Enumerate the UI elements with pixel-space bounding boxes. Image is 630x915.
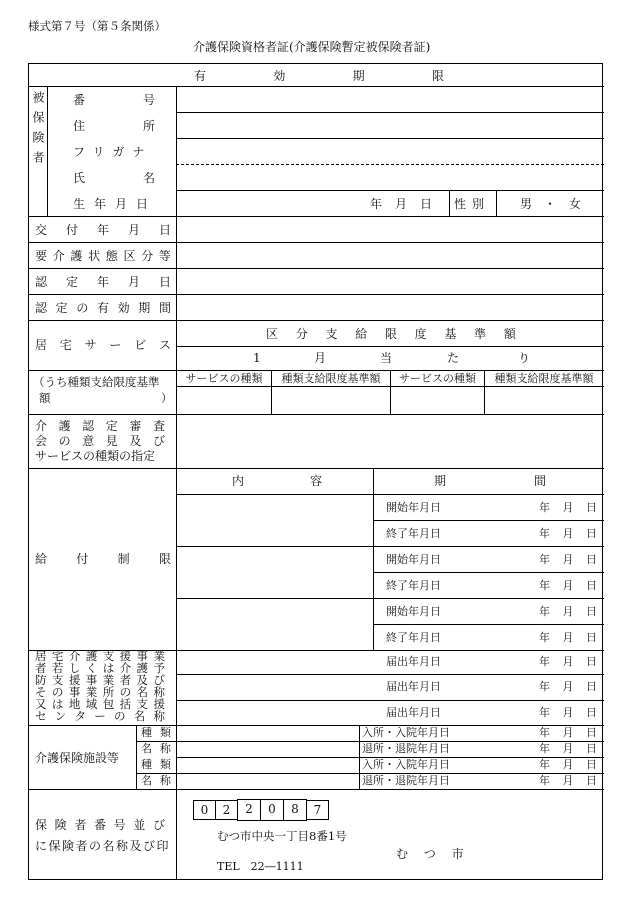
sex-label: 性別 xyxy=(454,197,491,211)
admission-date-label-2: 入所・入院年月日 xyxy=(362,758,450,771)
admission-date-label-1: 入所・入院年月日 xyxy=(362,726,450,739)
birth-date-label: 生年月日 xyxy=(73,197,158,211)
validity-period-header: 有 効 期 限 xyxy=(194,69,444,83)
end-date-label-2: 終了年月日 xyxy=(386,579,441,592)
restriction-period-header: 期 間 xyxy=(434,474,546,488)
insurer-address: むつ市中央一丁目8番1号 xyxy=(217,829,347,843)
notify-date-label-1: 届出年月日 xyxy=(386,655,441,668)
facility-kind-2: 種 類 xyxy=(141,758,171,771)
admission-date-format-1: 年 月 日 xyxy=(539,726,597,739)
per-month-3: 当 xyxy=(380,351,393,365)
start-date-label-2: 開始年月日 xyxy=(386,553,441,566)
birth-year-unit: 年 xyxy=(370,197,383,211)
support-office-label-1: 居 宅 介 護 支 援 事 業 xyxy=(35,649,165,663)
certificate-form xyxy=(28,63,603,880)
notify-date-label-3: 届出年月日 xyxy=(386,706,441,719)
per-month-1: 1 xyxy=(253,351,261,365)
start-date-format-1: 年 月 日 xyxy=(539,501,597,514)
restriction-content-header: 内 容 xyxy=(232,474,322,488)
col-type-limit-2: 種類支給限度基準額 xyxy=(494,372,594,385)
limit-amount-header: 区 分 支 給 限 度 基 準 額 xyxy=(266,327,516,341)
admission-date-format-2: 年 月 日 xyxy=(539,758,597,771)
facility-name-1: 名 称 xyxy=(141,742,171,755)
end-date-label-3: 終了年月日 xyxy=(386,631,441,644)
insurer-digit-5: 8 xyxy=(283,799,307,821)
start-date-label-3: 開始年月日 xyxy=(386,605,441,618)
sex-male: 男 xyxy=(520,197,533,211)
sex-separator: ・ xyxy=(544,197,557,211)
committee-label-line2: 会 の 意 見 及 び xyxy=(35,434,165,448)
insurer-name: む つ 市 xyxy=(396,847,470,861)
insurer-tel: TEL 22―1111 xyxy=(217,860,304,873)
notify-date-format-2: 年 月 日 xyxy=(539,680,597,693)
start-date-label-1: 開始年月日 xyxy=(386,501,441,514)
per-month-2: 月 xyxy=(314,351,327,365)
document-title: 介護保険資格者証(介護保険暫定被保険者証) xyxy=(193,40,431,54)
support-office-label-2: 者 若 し く は 介 護 予 xyxy=(35,661,165,675)
discharge-date-format-1: 年 月 日 xyxy=(539,742,597,755)
start-date-format-3: 年 月 日 xyxy=(539,605,597,618)
insurer-digit-4: 0 xyxy=(260,799,284,821)
insurer-digit-2: 2 xyxy=(215,800,238,820)
form-number: 様式第７号（第５条関係） xyxy=(28,19,166,33)
sex-female: 女 xyxy=(569,197,582,211)
facility-name-2: 名 称 xyxy=(141,774,171,787)
certification-period-label: 認 定 の 有 効 期 間 xyxy=(35,301,171,315)
address-label: 住 所 xyxy=(73,119,155,133)
end-date-label-1: 終了年月日 xyxy=(386,527,441,540)
insurer-digit-1: 0 xyxy=(193,800,216,820)
insurer-label-line1: 保 険 者 番 号 並 び xyxy=(35,818,165,832)
benefit-restriction-label: 給 付 制 限 xyxy=(35,552,171,566)
discharge-date-label-1: 退所・退院年月日 xyxy=(362,742,450,755)
per-month-4: た xyxy=(447,351,460,365)
facility-kind-1: 種 類 xyxy=(141,726,171,739)
committee-label-line3: サービスの種類の指定 xyxy=(35,449,156,463)
support-office-label-5: 又 は 地 域 包 括 支 援 xyxy=(35,697,165,711)
per-month-5: り xyxy=(518,351,531,365)
support-office-label-4: そ の 事 業 所 の 名 称 xyxy=(35,685,165,699)
col-service-type-1: サービスの種類 xyxy=(185,372,263,385)
type-limit-label-line3: ） xyxy=(161,391,173,405)
support-office-label-3: 防 支 援 事 業 者 及 び xyxy=(35,673,165,687)
insurer-label-line2: に保険者の名称及び印 xyxy=(35,839,171,853)
insured-person-label: 被保険者 xyxy=(31,91,45,171)
certification-date-label: 認 定 年 月 日 xyxy=(35,275,171,289)
notify-date-label-2: 届出年月日 xyxy=(386,680,441,693)
end-date-format-2: 年 月 日 xyxy=(539,579,597,592)
discharge-date-label-2: 退所・退院年月日 xyxy=(362,774,450,787)
type-limit-label-line2: 額 xyxy=(39,391,51,405)
start-date-format-2: 年 月 日 xyxy=(539,553,597,566)
home-service-label: 居 宅 サ ー ビ ス xyxy=(35,338,171,352)
notify-date-format-3: 年 月 日 xyxy=(539,706,597,719)
insurer-digit-3: 2 xyxy=(237,799,261,821)
col-service-type-2: サービスの種類 xyxy=(399,372,476,385)
name-label: 氏 名 xyxy=(73,171,155,185)
care-level-label: 要 介 護 状 態 区 分 等 xyxy=(35,249,171,263)
furigana-label: フリガナ xyxy=(73,145,153,159)
birth-day-unit: 日 xyxy=(420,197,433,211)
committee-label-line1: 介 護 認 定 審 査 xyxy=(35,419,165,433)
end-date-format-1: 年 月 日 xyxy=(539,527,597,540)
insurer-digit-6: 7 xyxy=(306,800,329,820)
notify-date-format-1: 年 月 日 xyxy=(539,655,597,668)
facility-label: 介護保険施設等 xyxy=(35,751,120,765)
birth-month-unit: 月 xyxy=(395,197,408,211)
issue-date-label: 交 付 年 月 日 xyxy=(35,223,171,237)
end-date-format-3: 年 月 日 xyxy=(539,631,597,644)
support-office-label-6: セ ン タ ー の 名 称 xyxy=(35,709,165,723)
type-limit-label-line1: （うち種類支給限度基準 xyxy=(33,375,160,389)
discharge-date-format-2: 年 月 日 xyxy=(539,774,597,787)
col-type-limit-1: 種類支給限度基準額 xyxy=(281,372,381,385)
number-label: 番 号 xyxy=(73,93,155,107)
